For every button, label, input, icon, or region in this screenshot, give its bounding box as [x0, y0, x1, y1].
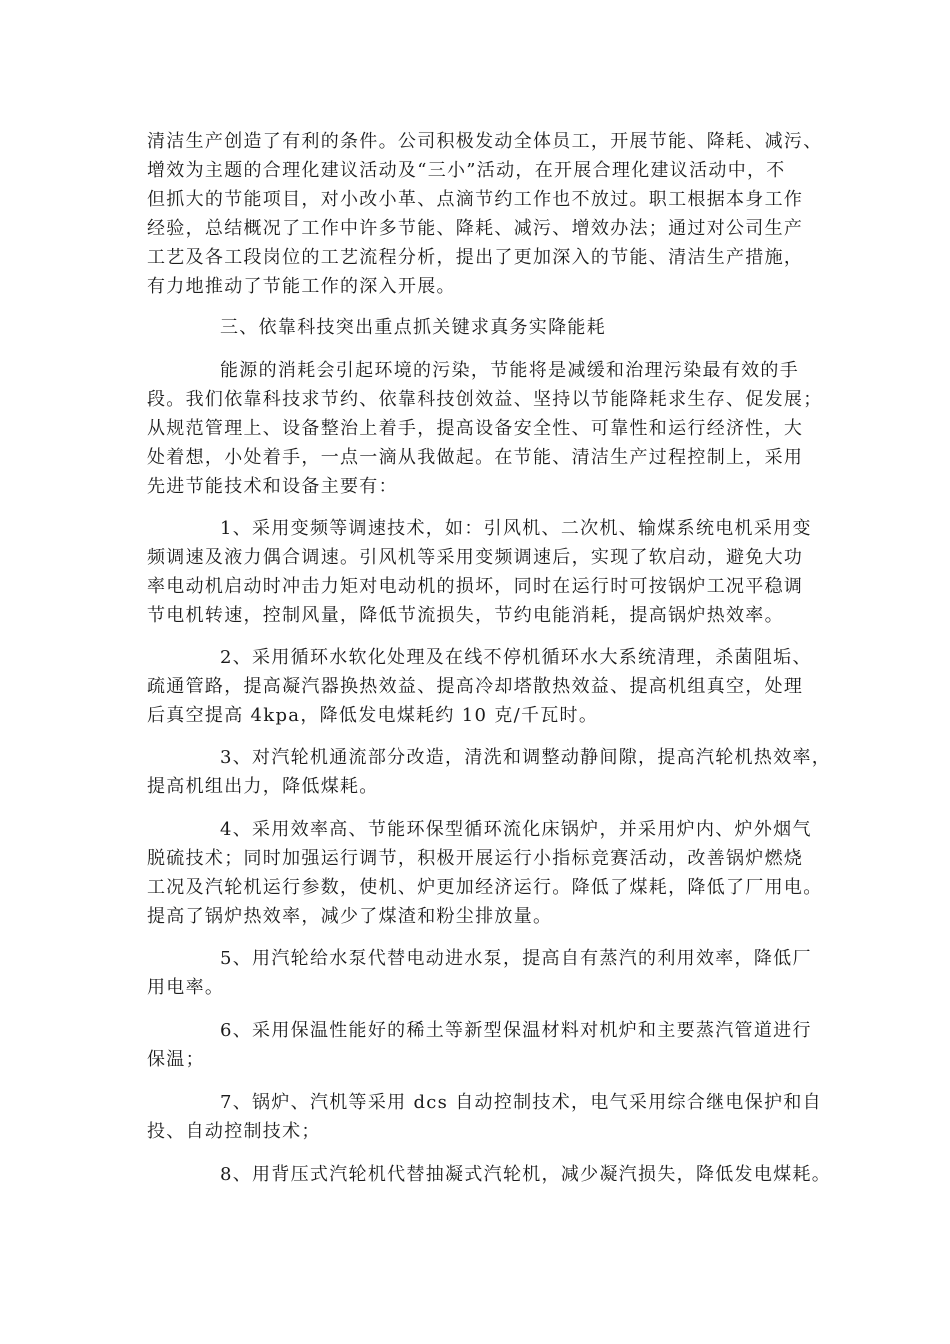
text-line: 清洁生产创造了有利的条件。公司积极发动全体员工，开展节能、降耗、减污、 [147, 131, 823, 152]
text-line: 段。我们依靠科技求节约、依靠科技创效益、坚持以节能降耗求生存、促发展； [147, 389, 823, 410]
text-line: 先进节能技术和设备主要有： [147, 476, 398, 497]
text-line: 频调速及液力偶合调速。引风机等采用变频调速后，实现了软启动，避免大功 [147, 547, 804, 568]
text-line: 后真空提高 4kpa，降低发电煤耗约 10 克/千瓦时。 [147, 705, 599, 726]
text-line: 但抓大的节能项目，对小改小革、点滴节约工作也不放过。职工根据本身工作 [147, 189, 804, 210]
text-line: 6、采用保温性能好的稀土等新型保温材料对机炉和主要蒸汽管道进行 [220, 1020, 812, 1041]
text-line: 脱硫技术；同时加强运行调节，积极开展运行小指标竞赛活动，改善锅炉燃烧 [147, 848, 804, 869]
text-line: 从规范管理上、设备整治上着手，提高设备安全性、可靠性和运行经济性，大 [147, 418, 804, 439]
text-line: 投、自动控制技术； [147, 1121, 321, 1142]
text-line: 3、对汽轮机通流部分改造，清洗和调整动静间隙，提高汽轮机热效率， [220, 747, 832, 768]
text-line: 保温； [147, 1049, 205, 1070]
text-line: 疏通管路，提高凝汽器换热效益、提高冷却塔散热效益、提高机组真空，处理 [147, 676, 804, 697]
text-line: 增效为主题的合理化建议活动及“三小”活动，在开展合理化建议活动中，不 [147, 160, 786, 181]
text-line: 能源的消耗会引起环境的污染，节能将是减缓和治理污染最有效的手 [220, 360, 799, 381]
text-line: 1、采用变频等调速技术，如：引风机、二次机、输煤系统电机采用变 [220, 518, 812, 539]
text-line: 提高机组出力，降低煤耗。 [147, 776, 379, 797]
text-line: 处着想，小处着手，一点一滴从我做起。在节能、清洁生产过程控制上，采用 [147, 447, 804, 468]
text-line: 率电动机启动时冲击力矩对电动机的损坏，同时在运行时可按锅炉工况平稳调 [147, 576, 804, 597]
text-line: 工况及汽轮机运行参数，使机、炉更加经济运行。降低了煤耗，降低了厂用电。 [147, 877, 823, 898]
text-line: 2、采用循环水软化处理及在线不停机循环水大系统清理，杀菌阻垢、 [220, 647, 812, 668]
text-line: 有力地推动了节能工作的深入开展。 [147, 276, 456, 297]
text-line: 7、锅炉、汽机等采用 dcs 自动控制技术，电气采用综合继电保护和自 [220, 1092, 822, 1113]
text-line: 4、采用效率高、节能环保型循环流化床锅炉，并采用炉内、炉外烟气 [220, 819, 812, 840]
text-line: 提高了锅炉热效率，减少了煤渣和粉尘排放量。 [147, 906, 553, 927]
text-line: 用电率。 [147, 977, 225, 998]
text-line: 5、用汽轮给水泵代替电动进水泵，提高自有蒸汽的利用效率，降低厂 [220, 948, 812, 969]
text-line: 8、用背压式汽轮机代替抽凝式汽轮机，减少凝汽损失，降低发电煤耗。 [220, 1164, 832, 1185]
text-line: 工艺及各工段岗位的工艺流程分析，提出了更加深入的节能、清洁生产措施， [147, 247, 804, 268]
heading-text: 三、依靠科技突出重点抓关键求真务实降能耗 [220, 317, 606, 338]
text-line: 节电机转速，控制风量，降低节流损失，节约电能消耗，提高锅炉热效率。 [147, 605, 784, 626]
text-line: 经验，总结概况了工作中许多节能、降耗、减污、增效办法；通过对公司生产 [147, 218, 804, 239]
